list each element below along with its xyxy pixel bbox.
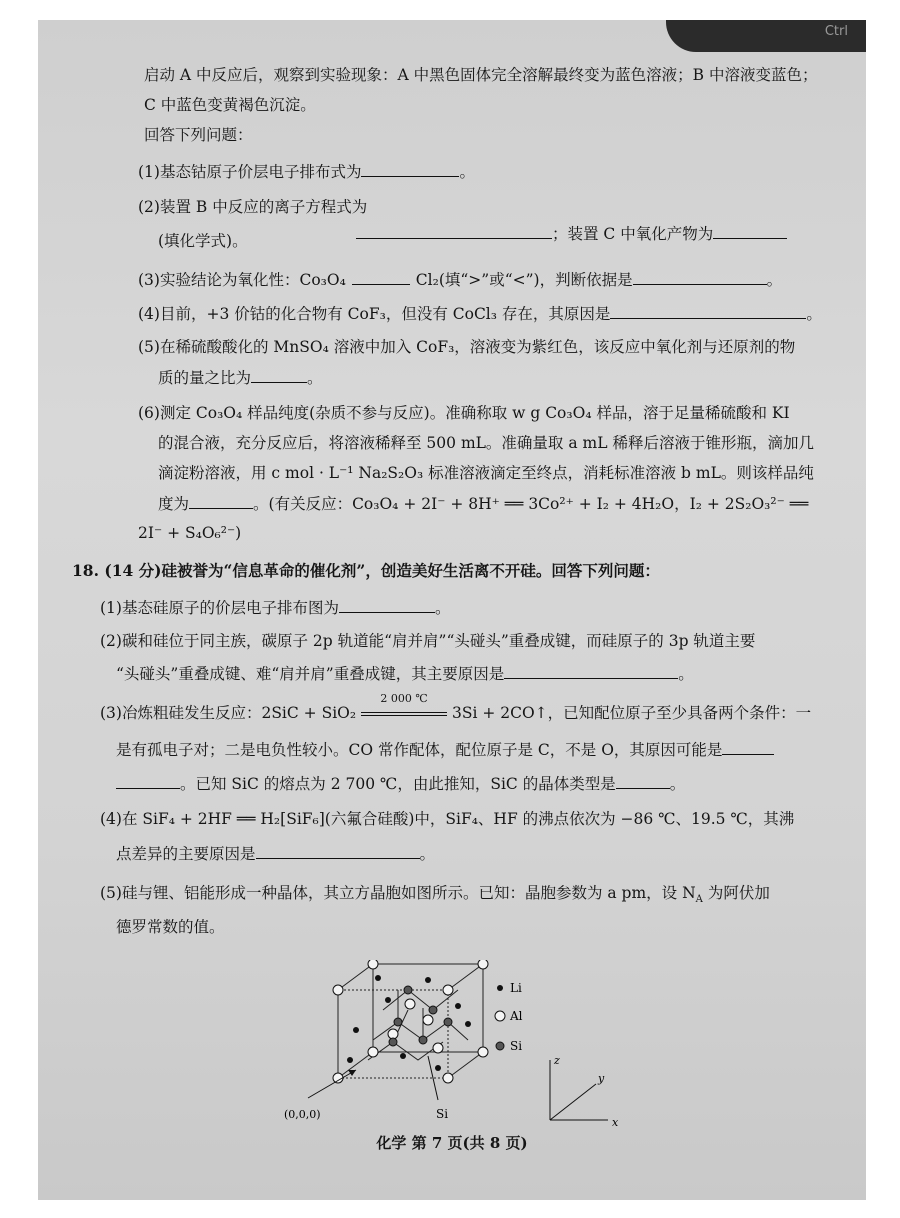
origin-label: (0,0,0) — [284, 1108, 321, 1121]
q18-part4a: (4)在 SiF₄ + 2HF ══ H₂[SiF₆](六氟合硅酸)中，SiF₄、HF 的沸点依次为 −86 ℃、19.5 ℃，其沸 — [100, 810, 795, 828]
q17-part3-post: Cl₂(填“>”或“<”)，判断依据是 — [415, 271, 633, 289]
q18-part4b: 点差异的主要原因是 。 — [116, 842, 435, 865]
answer-blank[interactable] — [356, 222, 552, 239]
q17-part5a: (5)在稀硫酸酸化的 MnSO₄ 溶液中加入 CoF₃，溶液变为紫红色，该反应中氧化剂与还原剂的物 — [138, 338, 796, 356]
answer-blank[interactable] — [722, 738, 774, 755]
legend-si-marker — [496, 1042, 504, 1050]
answer-blank[interactable] — [189, 492, 253, 509]
q18-part3a-post: 3Si + 2CO↑，已知配位原子至少具备两个条件：一 — [451, 704, 812, 722]
corner-label: Ctrl — [824, 24, 848, 39]
q18-part3c-text: 。已知 SiC 的熔点为 2 700 ℃，由此推知，SiC 的晶体类型是 — [180, 775, 616, 793]
answer-blank[interactable] — [504, 662, 678, 679]
q17-part6d-pre: 度为 — [158, 495, 190, 513]
answer-blank[interactable] — [616, 772, 670, 789]
q17-part3: (3)实验结论为氧化性：Co₃O₄ Cl₂(填“>”或“<”)，判断依据是 。 — [138, 268, 782, 291]
answer-blank[interactable] — [610, 302, 806, 319]
q17-part1: (1)基态钴原子价层电子排布式为 。 — [138, 160, 475, 183]
q17-part2a — [138, 196, 367, 218]
q18-part2b-text: “头碰头”重叠成键、难“肩并肩”重叠成键，其主要原因是 — [116, 665, 505, 683]
legend-si: Si — [510, 1039, 523, 1053]
answer-blank[interactable] — [339, 596, 435, 613]
q18-part2a: (2)碳和硅位于同主族，碳原子 2p 轨道能“肩并肩”“头碰头”重叠成键，而硅原子的 3p 轨道主要 — [100, 632, 756, 650]
q18-part1: (1)基态硅原子的价层电子排布图为 。 — [100, 596, 450, 619]
answer-blank[interactable] — [361, 160, 459, 177]
axis-x: x — [612, 1116, 619, 1129]
q17-part3-pre: (3)实验结论为氧化性：Co₃O₄ — [138, 271, 346, 289]
page-footer: 化学 第 7 页(共 8 页) — [376, 1134, 528, 1152]
crystal-cell-figure — [278, 960, 638, 1130]
q18-part2b: “头碰头”重叠成键、难“肩并肩”重叠成键，其主要原因是 。 — [116, 662, 694, 685]
q17-prompt: 回答下列问题： — [144, 126, 253, 144]
q17-intro-line2: C 中蓝色变黄褐色沉淀。 — [144, 96, 316, 114]
q18-part5a — [100, 882, 770, 911]
q17-part2a-text: (2)装置 B 中反应的离子方程式为 — [138, 198, 368, 216]
answer-blank[interactable] — [633, 268, 767, 285]
q17-part4: (4)目前，+3 价钴的化合物有 CoF₃，但没有 CoCl₃ 存在，其原因是 。 — [138, 302, 822, 325]
q17-intro-line1: 启动 A 中反应后，观察到实验现象：A 中黑色固体完全溶解最终变为蓝色溶液；B 中溶液变蓝色； — [144, 66, 818, 84]
q18-part1-text: (1)基态硅原子的价层电子排布图为 — [100, 599, 339, 617]
reaction-arrow — [361, 692, 447, 724]
q18-part4b-text: 点差异的主要原因是 — [116, 845, 256, 863]
q18-part3a — [100, 692, 812, 724]
coordinate-axes — [550, 1060, 608, 1120]
legend-li: Li — [510, 981, 522, 995]
q17-part5b-text: 质的量之比为 — [158, 369, 252, 387]
q17-part2b-mid: ；装置 C 中氧化产物为 — [552, 225, 714, 243]
legend-li-marker — [497, 985, 503, 991]
answer-blank[interactable] — [116, 772, 180, 789]
legend-al-marker — [495, 1011, 505, 1021]
q17-part6d-post: 。(有关反应：Co₃O₄ + 2I⁻ + 8H⁺ ══ 3Co²⁺ + I₂ + 4H₂O，I₂ + 2S₂O₃²⁻ ══ — [253, 495, 809, 513]
q18-part3a-pre: (3)冶炼粗硅发生反应：2SiC + SiO₂ — [100, 704, 357, 722]
q18-heading: 18. (14 分)硅被誉为“信息革命的催化剂”，创造美好生活离不开硅。回答下列问题： — [72, 561, 660, 580]
si-pointer-label: Si — [436, 1107, 449, 1121]
q18-part5a-text: (5)硅与锂、铝能形成一种晶体，其立方晶胞如图所示。已知：晶胞参数为 a pm，设 N — [100, 884, 696, 902]
avogadro-subscript: A — [695, 894, 703, 906]
q17-part1-text: (1)基态钴原子价层电子排布式为 — [138, 163, 362, 181]
axis-z: z — [554, 1054, 560, 1067]
q18-part3b-text: 是有孤电子对；二是电负性较小。CO 常作配体，配位原子是 C，不是 O，其原因可能是 — [116, 741, 723, 759]
q17-part6d — [158, 492, 808, 515]
axis-y: y — [598, 1072, 605, 1085]
reaction-condition: 2 000 ℃ — [380, 692, 428, 705]
q18-part3c: 。已知 SiC 的熔点为 2 700 ℃，由此推知，SiC 的晶体类型是 。 — [116, 772, 685, 795]
q17-part2b-note: (填化学式)。 — [158, 232, 248, 250]
q18-part5b: 德罗常数的值。 — [116, 918, 225, 936]
answer-blank[interactable] — [251, 366, 307, 383]
q18-part5a-post: 为阿伏加 — [702, 884, 770, 902]
legend-al: Al — [510, 1009, 523, 1023]
q18-part3b — [116, 738, 774, 761]
q17-part5b: 质的量之比为 。 — [158, 366, 323, 389]
q17-part6c: 滴淀粉溶液，用 c mol · L⁻¹ Na₂S₂O₃ 标准溶液滴定至终点，消耗标准溶液 b mL。则该样品纯 — [158, 464, 814, 482]
q17-part6b: 的混合液，充分反应后，将溶液稀释至 500 mL。准确量取 a mL 稀释后溶液于锥形瓶，滴加几 — [158, 434, 814, 452]
q17-part6e: 2I⁻ + S₄O₆²⁻) — [138, 524, 242, 542]
q17-part6a: (6)测定 Co₃O₄ 样品纯度(杂质不参与反应)。准确称取 w g Co₃O₄ 样品，溶于足量稀硫酸和 KI — [138, 404, 790, 422]
q17-part4-text: (4)目前，+3 价钴的化合物有 CoF₃，但没有 CoCl₃ 存在，其原因是 — [138, 305, 611, 323]
answer-blank[interactable] — [713, 222, 787, 239]
answer-blank[interactable] — [352, 268, 410, 285]
exam-page — [38, 20, 866, 1200]
answer-blank[interactable] — [256, 842, 420, 859]
